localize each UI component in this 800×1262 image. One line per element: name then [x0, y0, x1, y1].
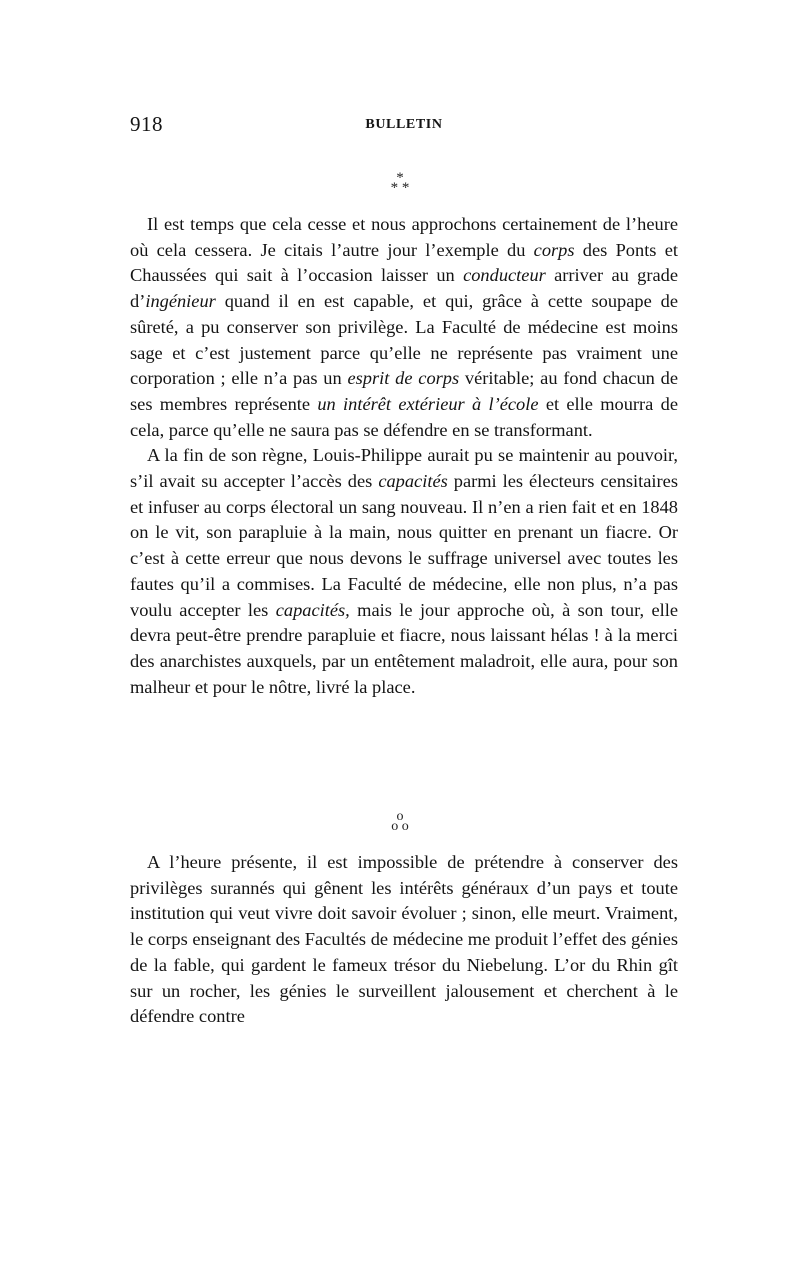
text-block-upper [130, 212, 678, 700]
italic-run: capacités, [275, 599, 350, 620]
paragraph-1 [130, 212, 678, 443]
text-run: quand il en est capable, et qui, grâce à cette soupape de sûreté, a pu conserver son privilège. La Faculté de médecine est moins sage et c’est justement parce qu’elle ne représente pas vraiment une corporation ; elle n’a pas un [130, 291, 678, 389]
running-head [130, 112, 678, 138]
text-run: mais le jour approche où, à son tour, elle devra peut-être prendre parapluie et fiacre, nous laissant hélas ! à la merci des anarchistes auxquels, par un entêtement maladroit, elle aura, pour son malheur et pour le nôtre, livré la place. [130, 599, 678, 697]
text-run: Il est temps que cela cesse et nous approchons certainement de l’heure où cela cessera. Je citais l’autre jour l’exemple du [130, 214, 678, 260]
text-run: A la fin de son règne, Louis-Philippe aurait pu se maintenir au pouvoir, s’il avait su accepter l’accès des [130, 445, 678, 492]
text-run: véritable; au fond chacun de ses membres représente [130, 368, 678, 414]
italic-run: esprit de corps [347, 368, 460, 389]
text-run: arriver au grade d’ [130, 265, 679, 312]
page-number: 918 [130, 112, 163, 136]
circle-glyph: o o o [391, 809, 409, 834]
italic-run: conducteur [463, 265, 546, 286]
italic-run: corps [533, 239, 575, 260]
italic-run: capacités [378, 471, 448, 492]
running-title: BULLETIN [365, 117, 443, 132]
paragraph-2 [130, 443, 678, 700]
italic-run: un intérêt extérieur à l’école [317, 393, 539, 414]
asterism-separator [378, 170, 422, 196]
text-block-lower [130, 850, 678, 1030]
text-run: et elle mourra de cela, parce qu’elle ne saura pas se défendre en se transformant. [130, 393, 678, 440]
text-run: des Ponts et Chaussées qui sait à l’occasion laisser un [130, 239, 678, 286]
asterism-glyph: * * * [390, 170, 410, 196]
text-run: parmi les électeurs censitaires et infuser au corps électoral un sang nouveau. Il n’en a rien fait et en 1848 on le vit, son parapluie à la main, nous quitter en prenant un fiacre. Or c’est à cette erreur que nous devons le suffrage universel avec toutes les fautes qu’il a commises. La Faculté de médecine, elle non plus, n’a pas voulu accepter les [130, 471, 678, 620]
italic-run: ingénieur [145, 291, 216, 312]
paragraph-3: A l’heure présente, il est impossible de prétendre à conserver des privilèges surannés qui gênent les intérêts généraux d’un pays et toute institution qui veut vivre doit savoir évoluer ; sinon, elle meurt. Vraiment, le corps enseignant des Facultés de médecine me produit l’effet des génies de la fable, qui gardent le fameux trésor du Niebelung. L’or du Rhin gît sur un rocher, les génies le surveillent jalousement et cherchent à le défendre contre [130, 852, 678, 1027]
circle-separator [378, 809, 422, 834]
